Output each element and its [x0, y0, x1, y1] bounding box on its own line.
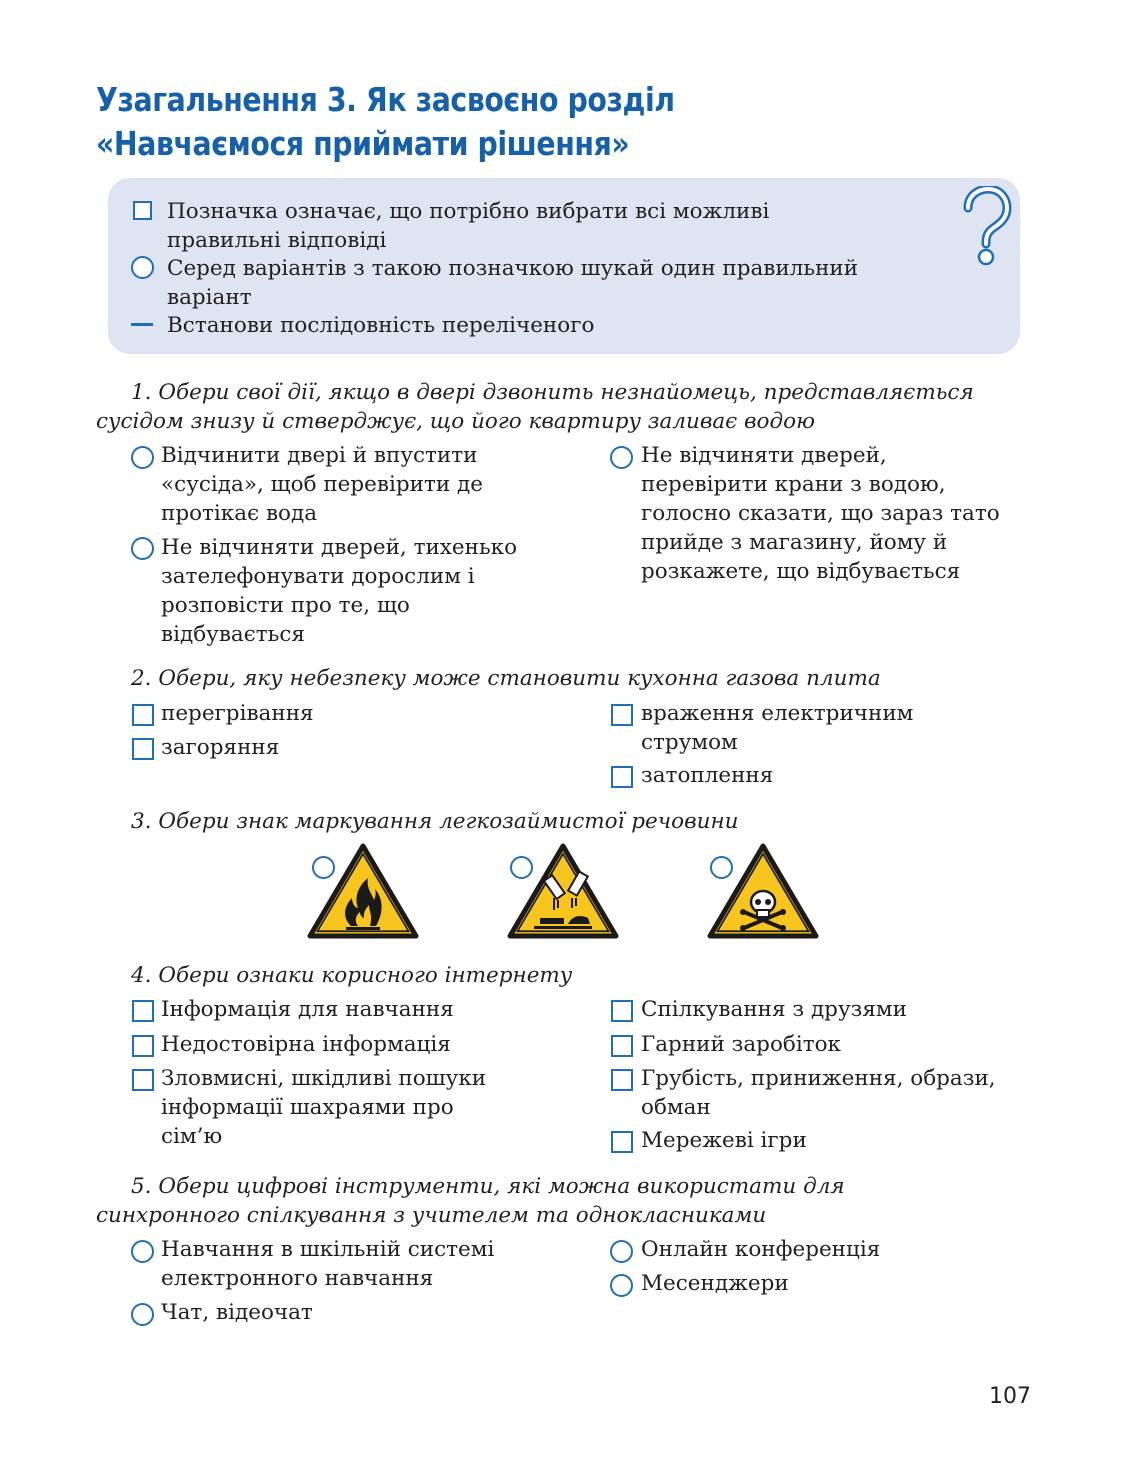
q1-option-1-radio[interactable]	[131, 446, 154, 469]
q5-option-4: Месенджери	[641, 1271, 789, 1296]
flammable-sign	[306, 842, 420, 940]
question-3: 3. Обери знак маркування легкозаймистої речовини	[131, 809, 739, 834]
question-1: 1. Обери свої дії, якщо в двері дзвонить незнайомець, представляється сусідом знизу й стверджує, що його квартиру заливає водою	[96, 380, 974, 434]
question-mark-icon	[960, 186, 1012, 270]
q2-option-2: загоряння	[161, 735, 280, 760]
page-number: 107	[989, 1384, 1031, 1409]
q5-option-4-radio[interactable]	[610, 1274, 633, 1297]
q4-option-5-checkbox[interactable]	[611, 1035, 633, 1057]
q5-option-1-radio[interactable]	[131, 1240, 154, 1263]
q2-option-1: перегрівання	[161, 701, 314, 726]
q2-option-3-checkbox[interactable]	[611, 704, 633, 726]
title-line-1: Узагальнення 3. Як засвоєно розділ	[96, 80, 675, 119]
q5-option-2: Чат, відеочат	[161, 1300, 313, 1325]
legend-dash-text: Встанови послідовність переліченого	[167, 313, 595, 338]
q4-option-6-checkbox[interactable]	[611, 1069, 633, 1091]
q2-option-3: враження електричним струмом	[641, 701, 914, 755]
q4-option-6: Грубість, приниження, образи, обман	[641, 1066, 996, 1120]
q1-option-3: Не відчиняти дверей, перевірити крани з водою, голосно сказати, що зараз тато прийде з магазину, йому й розкажете, що відбувається	[641, 443, 1000, 584]
q4-option-7-checkbox[interactable]	[611, 1131, 633, 1153]
legend-dash-icon	[131, 323, 153, 326]
q5-option-1: Навчання в шкільній системі електронного навчання	[161, 1237, 495, 1291]
page-title	[96, 78, 675, 166]
q4-option-4-checkbox[interactable]	[611, 1000, 633, 1022]
legend-checkbox-text: Позначка означає, що потрібно вибрати всі можливі правильні відповіді	[167, 199, 770, 253]
legend-radio-text: Серед варіантів з такою позначкою шукай один правильний варіант	[167, 256, 859, 310]
q4-option-2-checkbox[interactable]	[132, 1035, 154, 1057]
q2-option-1-checkbox[interactable]	[132, 704, 154, 726]
q2-option-4-checkbox[interactable]	[611, 766, 633, 788]
q1-option-2: Не відчиняти дверей, тихенько зателефонувати дорослим і розповісти про те, що відбувається	[161, 535, 518, 647]
q4-option-1-checkbox[interactable]	[132, 1000, 154, 1022]
q4-option-5: Гарний заробіток	[641, 1032, 841, 1057]
legend-checkbox-icon	[133, 201, 152, 220]
q1-option-2-radio[interactable]	[131, 537, 154, 560]
q2-option-2-checkbox[interactable]	[132, 738, 154, 760]
q4-option-4: Спілкування з друзями	[641, 997, 907, 1022]
corrosive-sign	[506, 842, 620, 940]
q4-option-2: Недостовірна інформація	[161, 1032, 451, 1057]
title-line-2: «Навчаємося приймати рішення»	[96, 124, 630, 163]
q1-option-3-radio[interactable]	[610, 446, 633, 469]
q4-option-7: Мережеві ігри	[641, 1128, 807, 1153]
legend-radio-icon	[131, 256, 154, 279]
q4-option-3: Зловмисні, шкідливі пошуки інформації шахраями про сім’ю	[161, 1066, 487, 1149]
question-2: 2. Обери, яку небезпеку може становити кухонна газова плита	[131, 666, 881, 691]
q5-option-2-radio[interactable]	[131, 1303, 154, 1326]
q5-option-3: Онлайн конференція	[641, 1237, 881, 1262]
q2-option-4: затоплення	[641, 763, 774, 788]
q4-option-3-checkbox[interactable]	[132, 1069, 154, 1091]
question-5: 5. Обери цифрові інструменти, які можна використати для синхронного спілкування з учителем та однокласниками	[96, 1174, 845, 1228]
q1-option-1: Відчинити двері й впустити «сусіда», щоб перевірити де протікає вода	[161, 443, 483, 526]
question-4: 4. Обери ознаки корисного інтернету	[131, 963, 573, 988]
q5-option-3-radio[interactable]	[610, 1240, 633, 1263]
q4-option-1: Інформація для навчання	[161, 997, 454, 1022]
toxic-sign	[706, 842, 820, 940]
